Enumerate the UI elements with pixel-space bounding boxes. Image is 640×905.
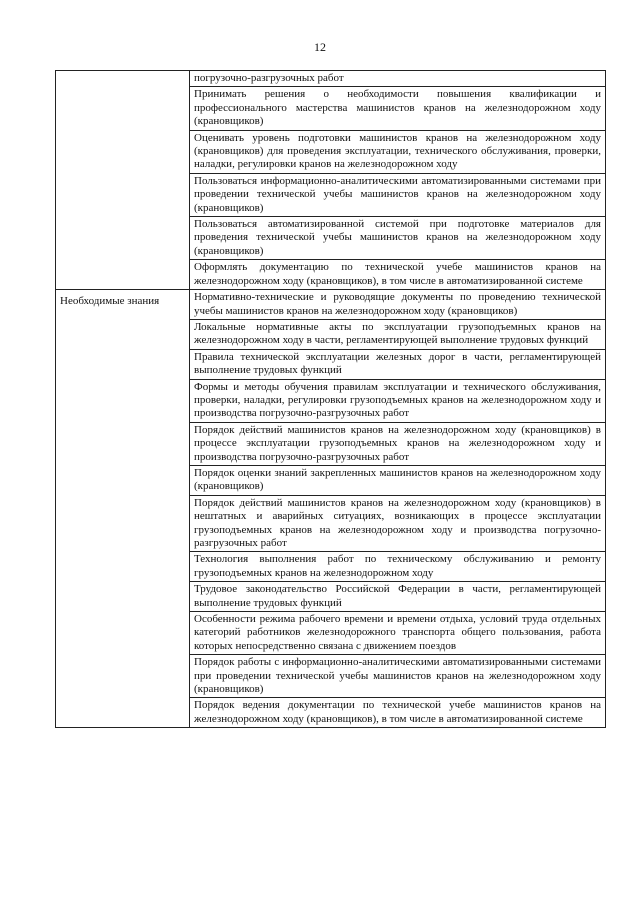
knowledge-cell: Формы и методы обучения правилам эксплуатации и технического обслуживания, проверки, наладки, регулировки грузоподъемных кранов на железнодорожном ходу и производства погрузочно-разгрузочных работ xyxy=(190,379,606,422)
competency-table xyxy=(55,70,606,728)
knowledge-cell: Особенности режима рабочего времени и времени отдыха, условий труда отдельных категорий работников железнодорожного транспорта общего пользования, работа которых непосредственно связана с движением поездов xyxy=(190,612,606,655)
knowledge-label: Необходимые знания xyxy=(56,290,190,728)
knowledge-cell: Порядок ведения документации по технической учебе машинистов кранов на железнодорожном ходу (крановщиков), в том числе в автоматизированной системе xyxy=(190,698,606,728)
page-number: 12 xyxy=(314,40,326,54)
skill-cell: Оценивать уровень подготовки машинистов кранов на железнодорожном ходу (крановщиков) для проведения эксплуатации, технического обслуживания, проверки, наладки, регулировки кранов на железнодорожном ходу xyxy=(190,130,606,173)
skill-cell: Пользоваться информационно-аналитическими автоматизированными системами при проведении технической учебы машинистов кранов на железнодорожном ходу (крановщиков) xyxy=(190,173,606,216)
knowledge-cell: Правила технической эксплуатации железных дорог в части, регламентирующей выполнение трудовых функций xyxy=(190,349,606,379)
skill-cell: Пользоваться автоматизированной системой при подготовке материалов для проведения технической учебы машинистов кранов на железнодорожном ходу (крановщиков) xyxy=(190,217,606,260)
knowledge-cell: Порядок оценки знаний закрепленных машинистов кранов на железнодорожном ходу (крановщиков) xyxy=(190,465,606,495)
knowledge-cell: Нормативно-технические и руководящие документы по проведению технической учебы машинистов кранов на железнодорожном ходу (крановщиков) xyxy=(190,290,606,320)
knowledge-cell: Трудовое законодательство Российской Федерации в части, регламентирующей выполнение трудовых функций xyxy=(190,582,606,612)
knowledge-cell: Локальные нормативные акты по эксплуатации грузоподъемных кранов на железнодорожном ходу в части, регламентирующей выполнение трудовых функций xyxy=(190,319,606,349)
skill-cell: погрузочно-разгрузочных работ xyxy=(190,71,606,87)
knowledge-cell: Порядок действий машинистов кранов на железнодорожном ходу (крановщиков) в процессе эксплуатации грузоподъемных кранов на железнодорожном ходу и производства погрузочно-разгрузочных работ xyxy=(190,422,606,465)
knowledge-cell: Порядок работы с информационно-аналитическими автоматизированными системами при проведении технической учебы машинистов кранов на железнодорожном ходу (крановщиков) xyxy=(190,655,606,698)
knowledge-cell: Технология выполнения работ по техническому обслуживанию и ремонту грузоподъемных кранов на железнодорожном ходу xyxy=(190,552,606,582)
skill-cell: Оформлять документацию по технической учебе машинистов кранов на железнодорожном ходу (крановщиков), в том числе в автоматизированной системе xyxy=(190,260,606,290)
table-row xyxy=(56,290,606,320)
skills-label-cell xyxy=(56,71,190,290)
skill-cell: Принимать решения о необходимости повышения квалификации и профессионального мастерства машинистов кранов на железнодорожном ходу (крановщиков) xyxy=(190,87,606,130)
table-row xyxy=(56,71,606,87)
knowledge-cell: Порядок действий машинистов кранов на железнодорожном ходу (крановщиков) в нештатных и аварийных ситуациях, возникающих в процессе эксплуатации грузоподъемных кранов на железнодорожном ходу и производства погрузочно-разгрузочных работ xyxy=(190,495,606,552)
